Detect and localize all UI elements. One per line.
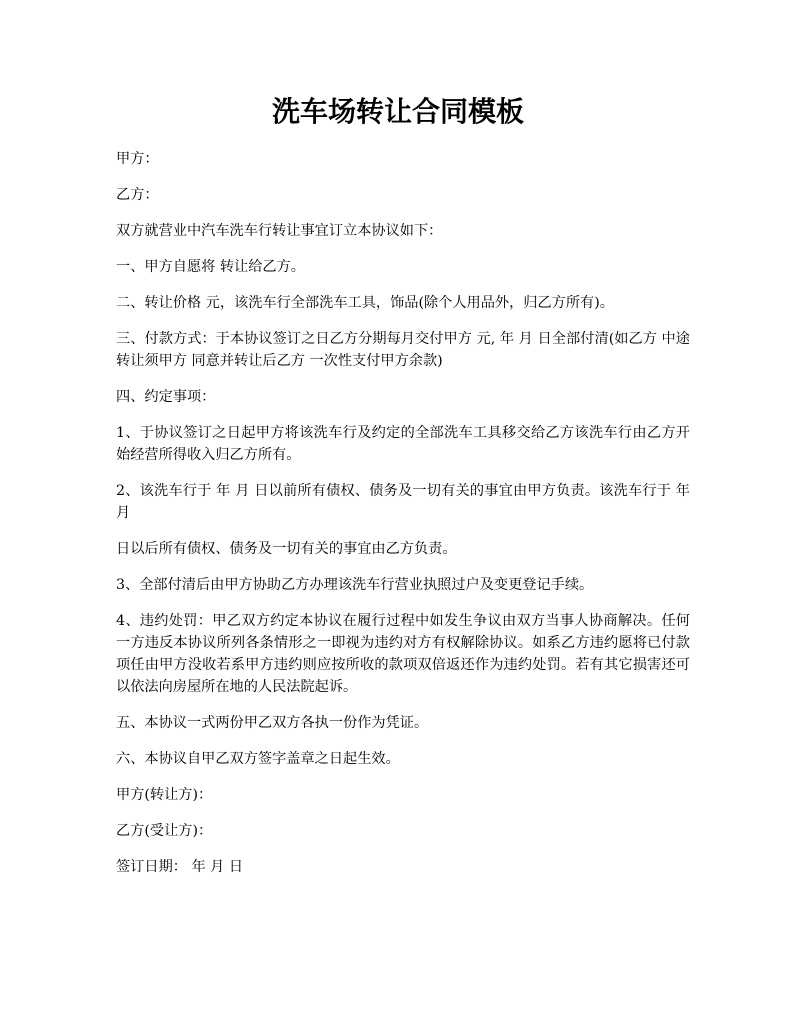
signature-party-b: 乙方(受让方)： <box>116 823 213 839</box>
item-3: 3、全部付清后由甲方协助乙方办理该洗车行营业执照过户及变更登记手续。 <box>116 577 594 593</box>
party-b-line: 乙方： <box>116 187 159 203</box>
item-2-continued: 日以后所有债权、债务及一切有关的事宜由乙方负责。 <box>116 541 457 557</box>
signing-date: 签订日期： 年 月 日 <box>116 859 244 875</box>
clause-2: 二、转让价格 元，该洗车行全部洗车工具，饰品(除个人用品外，归乙方所有)。 <box>116 295 614 311</box>
intro-paragraph: 双方就营业中汽车洗车行转让事宜订立本协议如下： <box>116 223 443 239</box>
item-4: 4、违约处罚：甲乙双方约定本协议在履行过程中如发生争议由双方当事人协商解决。任何一方违反本协议所列各条情形之一即视为违约对方有权解除协议。如系乙方违约愿将已付款项任由甲方没收若系甲方违约则应按所收的款项双倍返还作为违约处罚。若有其它损害还可以依法向房屋所在地的人民法院起诉。 <box>116 613 690 695</box>
clause-3: 三、付款方式：于本协议签订之日乙方分期每月交付甲方 元, 年 月 日全部付清(如乙方 中途转让须甲方 同意并转让后乙方 一次性支付甲方余款) <box>116 331 690 369</box>
item-1: 1、于协议签订之日起甲方将该洗车行及约定的全部洗车工具移交给乙方该洗车行由乙方开始经营所得收入归乙方所有。 <box>116 425 690 463</box>
document-body <box>116 148 690 892</box>
item-2: 2、该洗车行于 年 月 日以前所有债权、债务及一切有关的事宜由甲方负责。该洗车行于 年 月 <box>116 483 690 521</box>
clause-5: 五、本协议一式两份甲乙双方各执一份作为凭证。 <box>116 715 429 731</box>
clause-6: 六、本协议自甲乙双方签字盖章之日起生效。 <box>116 751 400 767</box>
party-a-line: 甲方： <box>116 151 159 167</box>
document-title: 洗车场转让合同模板 <box>271 95 524 128</box>
signature-party-a: 甲方(转让方)： <box>116 787 213 803</box>
clause-4-heading: 四、约定事项： <box>116 389 216 405</box>
clause-1: 一、甲方自愿将 转让给乙方。 <box>116 259 305 275</box>
